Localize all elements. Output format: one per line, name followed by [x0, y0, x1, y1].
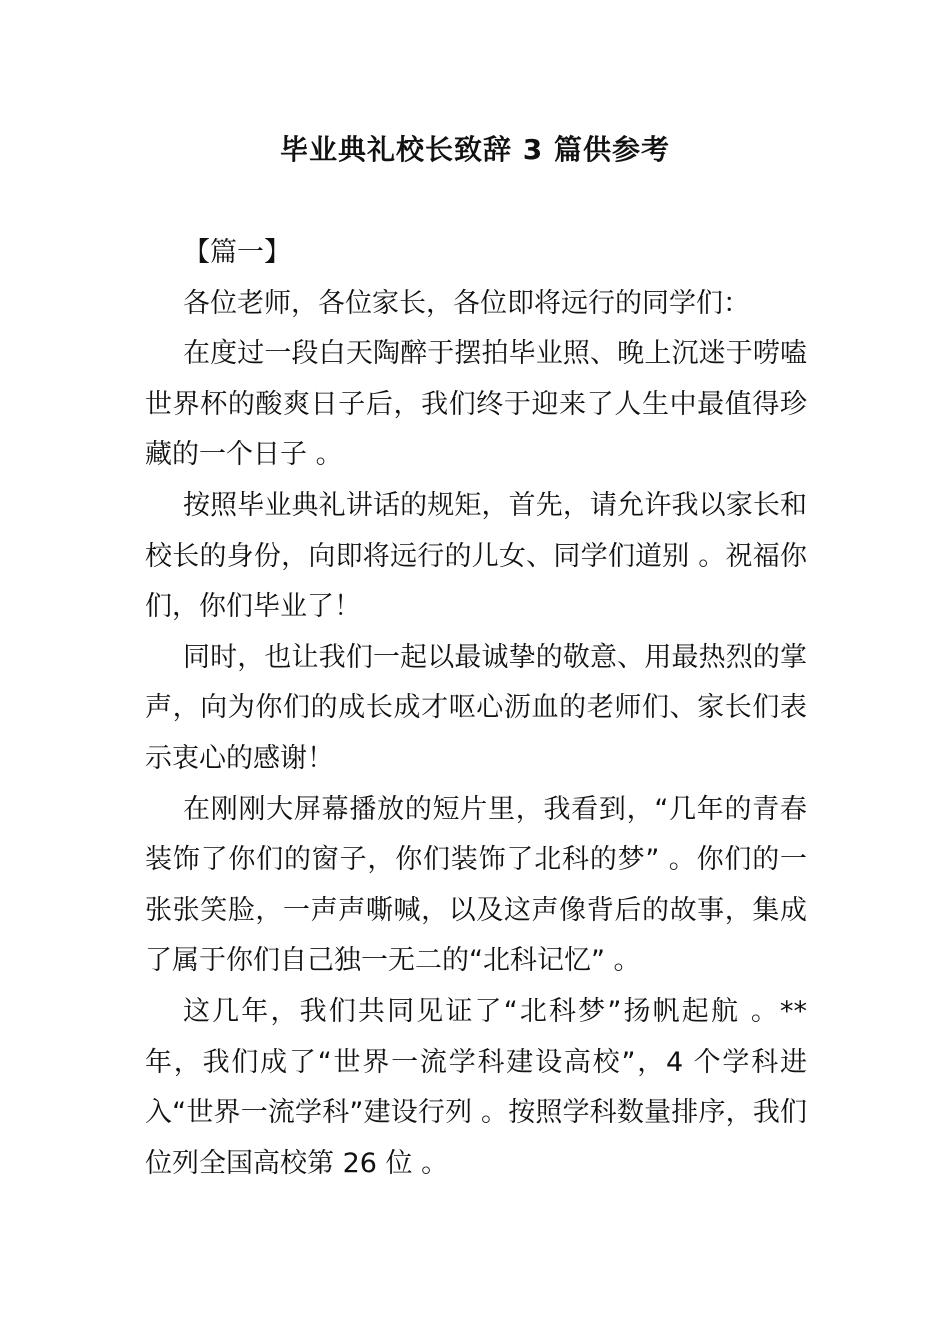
body-paragraph: 在刚刚大屏幕播放的短片里，我看到，“几年的青春装饰了你们的窗子，你们装饰了北科的梦” 。你们的一张张笑脸，一声声嘶喊，以及这声像背后的故事，集成了属于你们自己独一无二的“北科记忆” 。	[145, 793, 807, 977]
body-paragraph: 在度过一段白天陶醉于摆拍毕业照、晚上沉迷于唠嗑世界杯的酸爽日子后，我们终于迎来了人生中最值得珍藏的一个日子 。	[145, 338, 807, 471]
body-paragraph: 按照毕业典礼讲话的规矩，首先，请允许我以家长和校长的身份，向即将远行的儿女、同学们道别 。祝福你们，你们毕业了！	[145, 489, 807, 623]
document-body	[145, 228, 807, 1189]
body-paragraph: 这几年，我们共同见证了“北科梦”扬帆起航 。**年，我们成了“世界一流学科建设高校”，4 个学科进入“世界一流学科”建设行列 。按照学科数量排序，我们位列全国高校第 26 位 。	[145, 995, 807, 1179]
document-title: 毕业典礼校长致辞 3 篇供参考	[280, 133, 670, 166]
greeting-paragraph: 各位老师，各位家长，各位即将远行的同学们：	[183, 287, 750, 319]
body-paragraph: 同时，也让我们一起以最诚挚的敬意、用最热烈的掌声，向为你们的成长成才呕心沥血的老师们、家长们表示衷心的感谢！	[145, 641, 807, 774]
section-label: 【篇一】	[183, 237, 291, 268]
